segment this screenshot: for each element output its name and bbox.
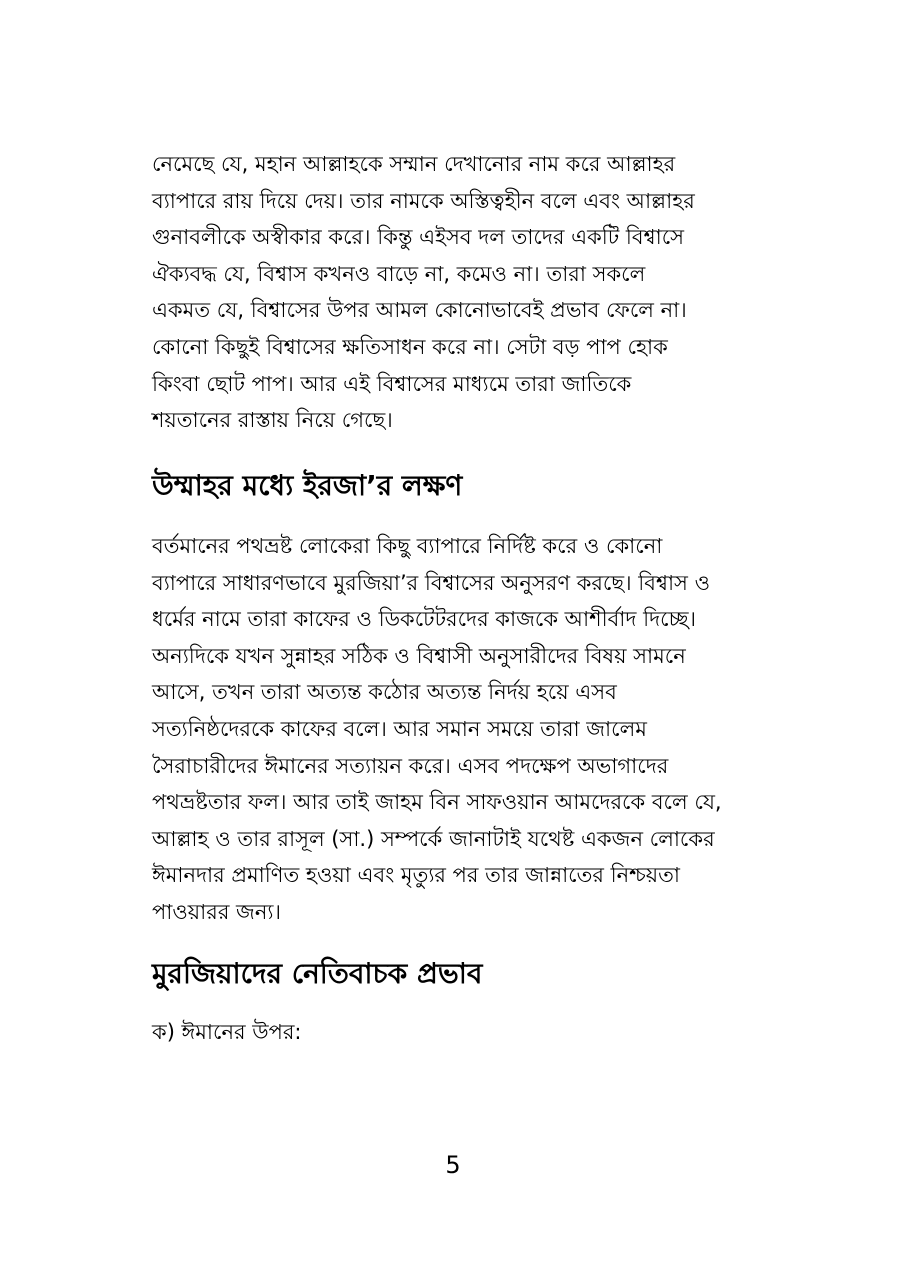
- paragraph-line: একমত যে, বিশ্বাসের উপর আমল কোনোভাবেই প্রভাব ফেলে না।: [152, 298, 687, 323]
- paragraph-2: [152, 528, 752, 931]
- paragraph-line: অন্যদিকে যখন সুন্নাহর সঠিক ও বিশ্বাসী অনুসারীদের বিষয় সামনে: [152, 643, 686, 668]
- paragraph-line: পথভ্রষ্টতার ফল। আর তাই জাহম বিন সাফওয়ান আমদেরকে বলে যে,: [152, 790, 722, 815]
- paragraph-line: বর্তমানের পথভ্রষ্ট লোকেরা কিছু ব্যাপারে নির্দিষ্ট করে ও কোনো: [152, 534, 663, 558]
- paragraph-line: ব্যাপারে সাধারণভাবে মুরজিয়া’র বিশ্বাসের অনুসরণ করছে। বিশ্বাস ও: [152, 570, 711, 595]
- paragraph-line: নেমেছে যে, মহান আল্লাহকে সম্মান দেখানোর নাম করে আল্লাহর: [152, 152, 676, 176]
- paragraph-line: পাওয়ারর জন্য।: [152, 899, 281, 924]
- section-heading-murjia-effects: মুরজিয়াদের নেতিবাচক প্রভাব: [152, 957, 483, 990]
- paragraph-line: কিংবা ছোট পাপ। আর এই বিশ্বাসের মাধ্যমে তারা জাতিকে: [152, 371, 632, 396]
- paragraph-line: সৈরাচারীদের ঈমানের সত্যায়ন করে। এসব পদক্ষেপ অভাগাদের: [152, 753, 669, 778]
- paragraph-line: সত্যনিষ্ঠদেরকে কাফের বলে। আর সমান সময়ে তারা জালেম: [152, 716, 647, 741]
- paragraph-line: ব্যাপারে রায় দিয়ে দেয়। তার নামকে অস্তিত্বহীন বলে এবং আল্লাহর: [152, 188, 695, 213]
- paragraph-line: ঈমানদার প্রমাণিত হওয়া এবং মৃত্যুর পর তার জান্নাতের নিশ্চয়তা: [152, 863, 680, 888]
- paragraph-line: গুনাবলীকে অস্বীকার করে। কিন্তু এইসব দল তাদের একটি বিশ্বাসে: [152, 225, 685, 250]
- paragraph-line: ঐক্যবদ্ধ যে, বিশ্বাস কখনও বাড়ে না, কমেও না। তারা সকলে: [152, 261, 646, 286]
- section-heading-irja-signs: উম্মাহর মধ্যে ইরজা’র লক্ষণ: [152, 469, 463, 502]
- page-number: 5: [445, 1151, 461, 1179]
- paragraph-line: ধর্মের নামে তারা কাফের ও ডিকটেটরদের কাজকে আশীর্বাদ দিচ্ছে।: [152, 607, 696, 632]
- list-item: ক) ঈমানের উপর:: [152, 1020, 302, 1044]
- paragraph-line: কোনো কিছুই বিশ্বাসের ক্ষতিসাধন করে না। সেটা বড় পাপ হোক: [152, 334, 668, 359]
- paragraph-line: আসে, তখন তারা অত্যন্ত কঠোর অত্যন্ত নির্দয় হয়ে এসব: [152, 680, 617, 705]
- paragraph-1: [152, 146, 752, 439]
- paragraph-line: আল্লাহ ও তার রাসূল (সা.) সম্পর্কে জানাটাই যথেষ্ট একজন লোকের: [152, 826, 715, 851]
- paragraph-line: শয়তানের রাস্তায় নিয়ে গেছে।: [152, 408, 393, 433]
